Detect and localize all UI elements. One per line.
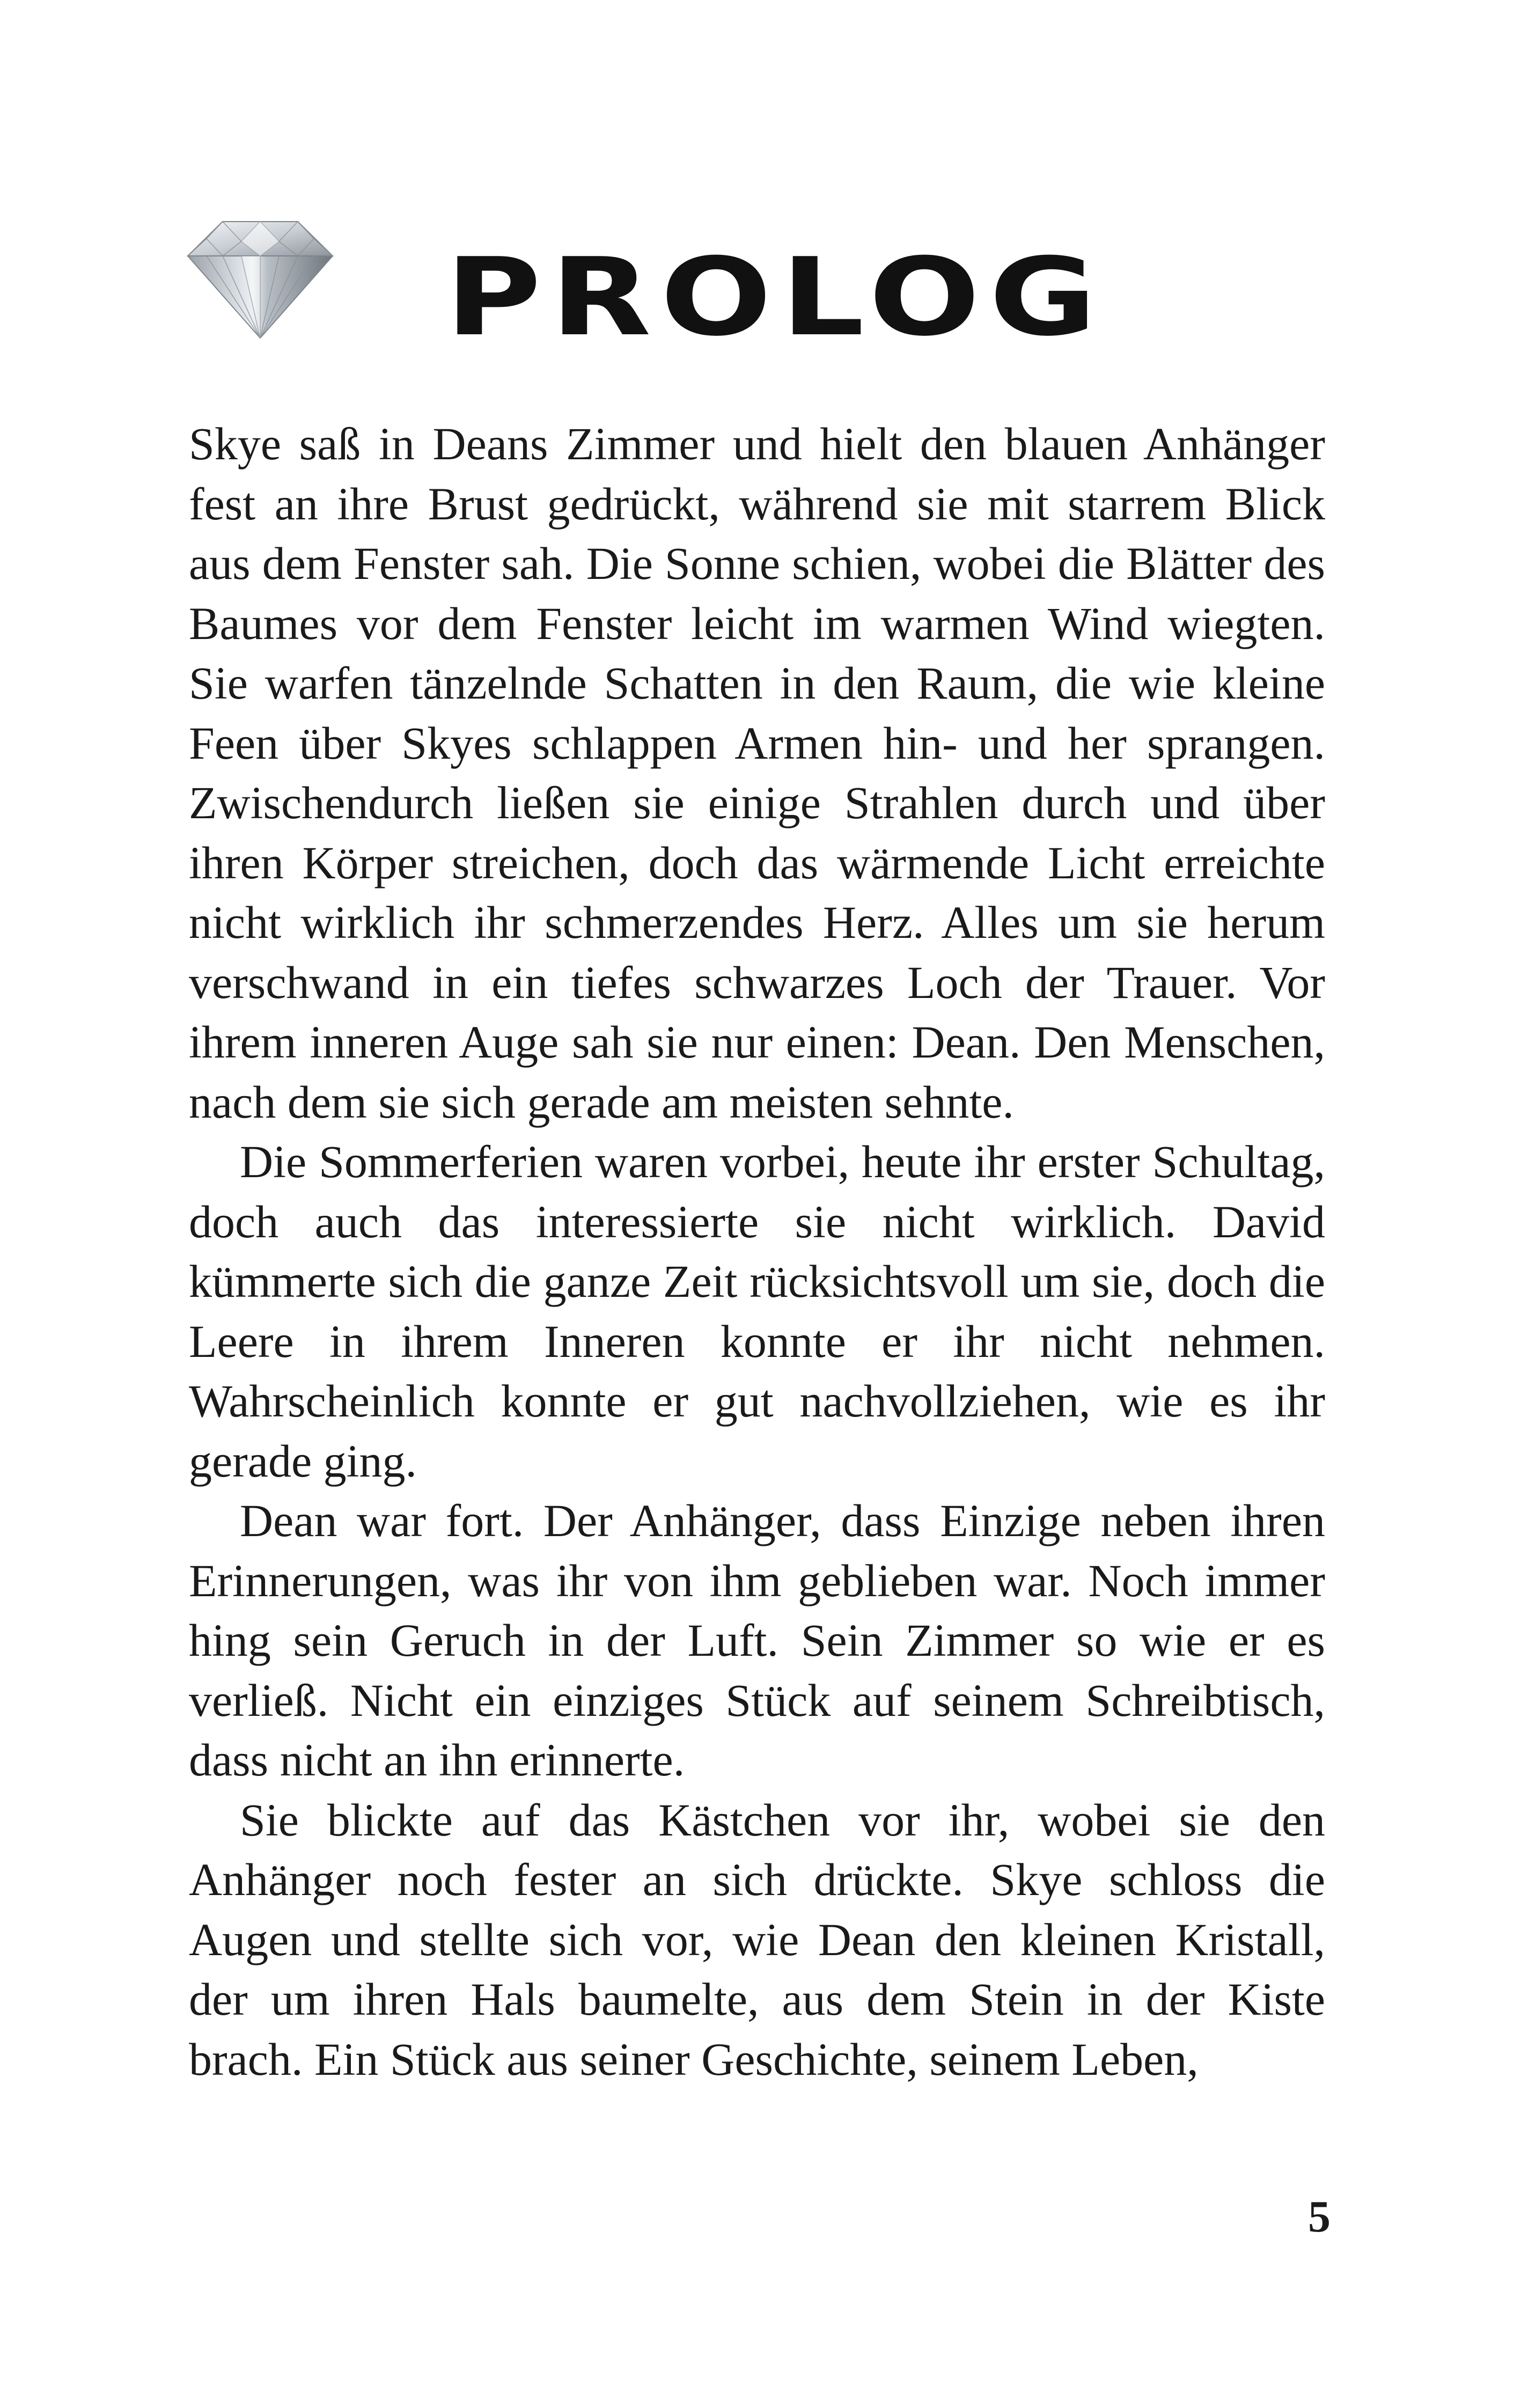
paragraph: Die Sommerferien waren vorbei, heute ihr erster Schultag, doch auch das interessierte sie nicht wirklich. David kümmerte sich die ganze Zeit rücksichtsvoll um sie, doch die Leere in ihrem Inneren konnte er ihr nicht nehmen. Wahrscheinlich konnte er gut nachvollziehen, wie es ihr gerade ging. <box>189 1136 1325 1487</box>
chapter-title: PROLOG <box>445 235 1106 360</box>
paragraph: Dean war fort. Der Anhänger, dass Einzige neben ihren Erinnerungen, was ihr von ihm geblieben war. Noch immer hing sein Geruch in der Luft. Sein Zimmer so wie er es verließ. Nicht ein einziges Stück auf seinem Schreibtisch, dass nicht an ihn erinnerte. <box>189 1495 1325 1786</box>
paragraph: Skye saß in Deans Zimmer und hielt den blauen Anhänger fest an ihre Brust gedrückt, während sie mit starrem Blick aus dem Fenster sah. Die Sonne schien, wobei die Blätter des Baumes vor dem Fenster leicht im warmen Wind wiegten. Sie warfen tänzelnde Schatten in den Raum, die wie kleine Feen über Skyes schlappen Armen hin- und her sprangen. Zwischendurch ließen sie einige Strahlen durch und über ihren Körper streichen, doch das wärmende Licht erreichte nicht wirklich ihr schmerzendes Herz. Alles um sie herum verschwand in ein tiefes schwarzes Loch der Trauer. Vor ihrem inneren Auge sah sie nur einen: Dean. Den Menschen, nach dem sie sich gerade am meisten sehnte. <box>189 418 1325 1128</box>
paragraph: Sie blickte auf das Kästchen vor ihr, wobei sie den Anhänger noch fester an sich drückte. Skye schloss die Augen und stellte sich vor, wie Dean den kleinen Kristall, der um ihren Hals baumelte, aus dem Stein in der Kiste brach. Ein Stück aus seiner Geschichte, seinem Leben, <box>189 1794 1325 2085</box>
page-number: 5 <box>1308 2192 1331 2242</box>
diamond-icon <box>185 217 335 341</box>
body-text <box>189 414 1325 2089</box>
